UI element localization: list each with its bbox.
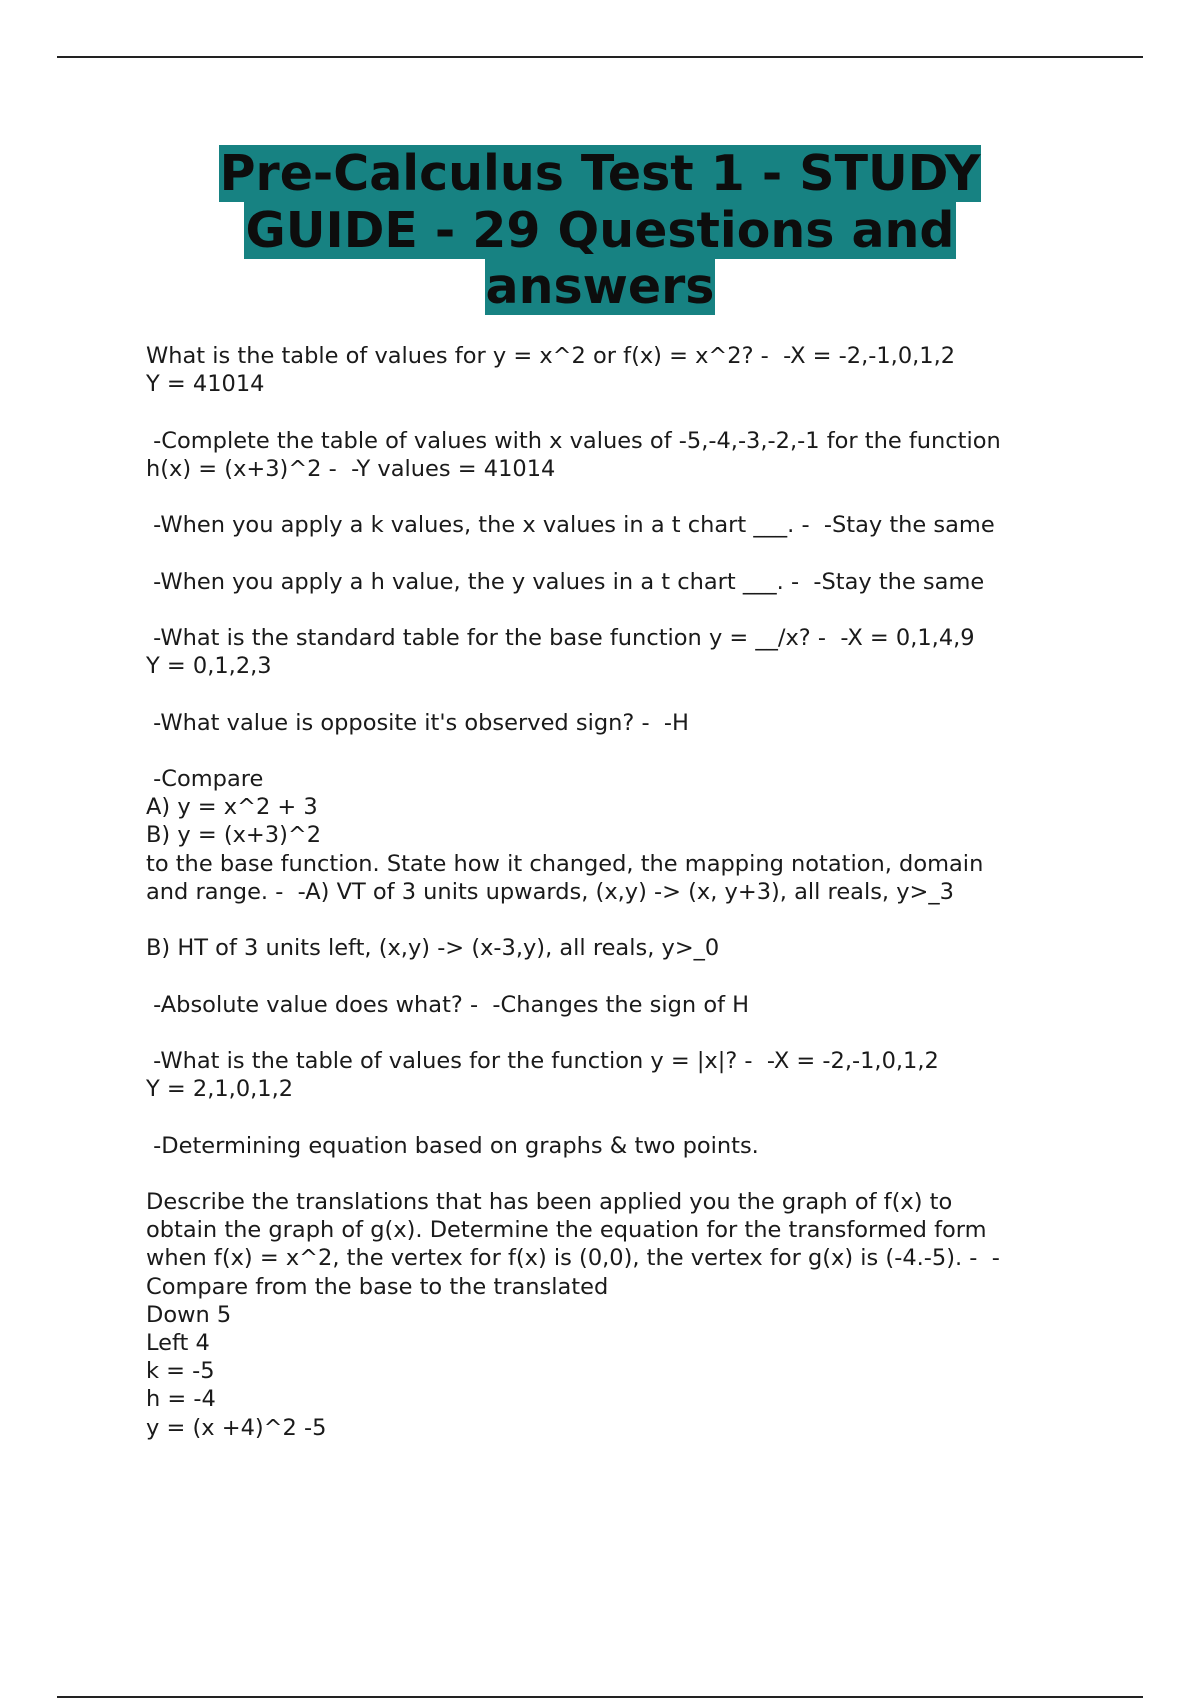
entry-line: -What value is opposite it's observed sign? - -H xyxy=(146,709,689,736)
entry-line: B) y = (x+3)^2 xyxy=(146,822,322,849)
qa-entry xyxy=(146,991,1076,1019)
entry-line: obtain the graph of g(x). Determine the equation for the transformed form xyxy=(146,1217,987,1244)
entry-line: and range. - -A) VT of 3 units upwards, (x,y) -> (x, y+3), all reals, y>_3 xyxy=(146,878,954,905)
entry-line: B) HT of 3 units left, (x,y) -> (x-3,y), all reals, y>_0 xyxy=(146,935,720,962)
qa-entry xyxy=(146,624,1076,680)
entry-line: h(x) = (x+3)^2 - -Y values = 41014 xyxy=(146,455,556,482)
entry-line: to the base function. State how it changed, the mapping notation, domain xyxy=(146,850,984,877)
top-rule xyxy=(57,56,1143,58)
entry-line: Describe the translations that has been applied you the graph of f(x) to xyxy=(146,1188,953,1215)
title-line: GUIDE - 29 Questions and xyxy=(245,201,955,259)
qa-entry xyxy=(146,1132,1076,1160)
qa-entry xyxy=(146,568,1076,596)
qa-entry xyxy=(146,765,1076,906)
title-block xyxy=(0,146,1200,316)
entry-line: y = (x +4)^2 -5 xyxy=(146,1414,327,1441)
entry-line: k = -5 xyxy=(146,1358,215,1385)
entry-line: What is the table of values for y = x^2 or f(x) = x^2? - -X = -2,-1,0,1,2 xyxy=(146,343,956,369)
entry-line: when f(x) = x^2, the vertex for f(x) is (0,0), the vertex for g(x) is (-4.-5). - - xyxy=(146,1245,1000,1272)
entry-line: Down 5 xyxy=(146,1301,232,1328)
title-line: Pre-Calculus Test 1 - STUDY xyxy=(219,145,981,202)
title-line: answers xyxy=(485,258,715,315)
qa-entry xyxy=(146,511,1076,539)
document-title xyxy=(0,146,1200,316)
entry-line: -Absolute value does what? - -Changes the sign of H xyxy=(146,991,750,1018)
qa-entry xyxy=(146,342,1076,398)
entry-line: -Determining equation based on graphs & two points. xyxy=(146,1132,759,1159)
entry-line: Compare from the base to the translated xyxy=(146,1273,609,1300)
entry-line: h = -4 xyxy=(146,1386,216,1413)
entry-line: Y = 41014 xyxy=(146,371,265,398)
qa-entry xyxy=(146,427,1076,483)
qa-entry xyxy=(146,1047,1076,1103)
qa-entry xyxy=(146,709,1076,737)
entry-line: Y = 2,1,0,1,2 xyxy=(146,1076,294,1103)
entry-line: -When you apply a k values, the x values in a t chart ___. - -Stay the same xyxy=(146,512,995,539)
entry-line: Y = 0,1,2,3 xyxy=(146,653,272,680)
bottom-rule xyxy=(57,1696,1143,1698)
entry-line: A) y = x^2 + 3 xyxy=(146,794,318,821)
entry-line: -When you apply a h value, the y values in a t chart ___. - -Stay the same xyxy=(146,568,985,595)
entry-line: Left 4 xyxy=(146,1329,210,1356)
study-guide-body xyxy=(146,342,1076,1470)
entry-line: -Complete the table of values with x values of -5,-4,-3,-2,-1 for the function xyxy=(146,427,1001,454)
qa-entry xyxy=(146,934,1076,962)
entry-line: -What is the table of values for the function y = |x|? - -X = -2,-1,0,1,2 xyxy=(146,1047,939,1074)
entry-line: -What is the standard table for the base function y = __/x? - -X = 0,1,4,9 xyxy=(146,624,975,651)
qa-entry xyxy=(146,1188,1076,1442)
entry-line: -Compare xyxy=(146,765,264,792)
